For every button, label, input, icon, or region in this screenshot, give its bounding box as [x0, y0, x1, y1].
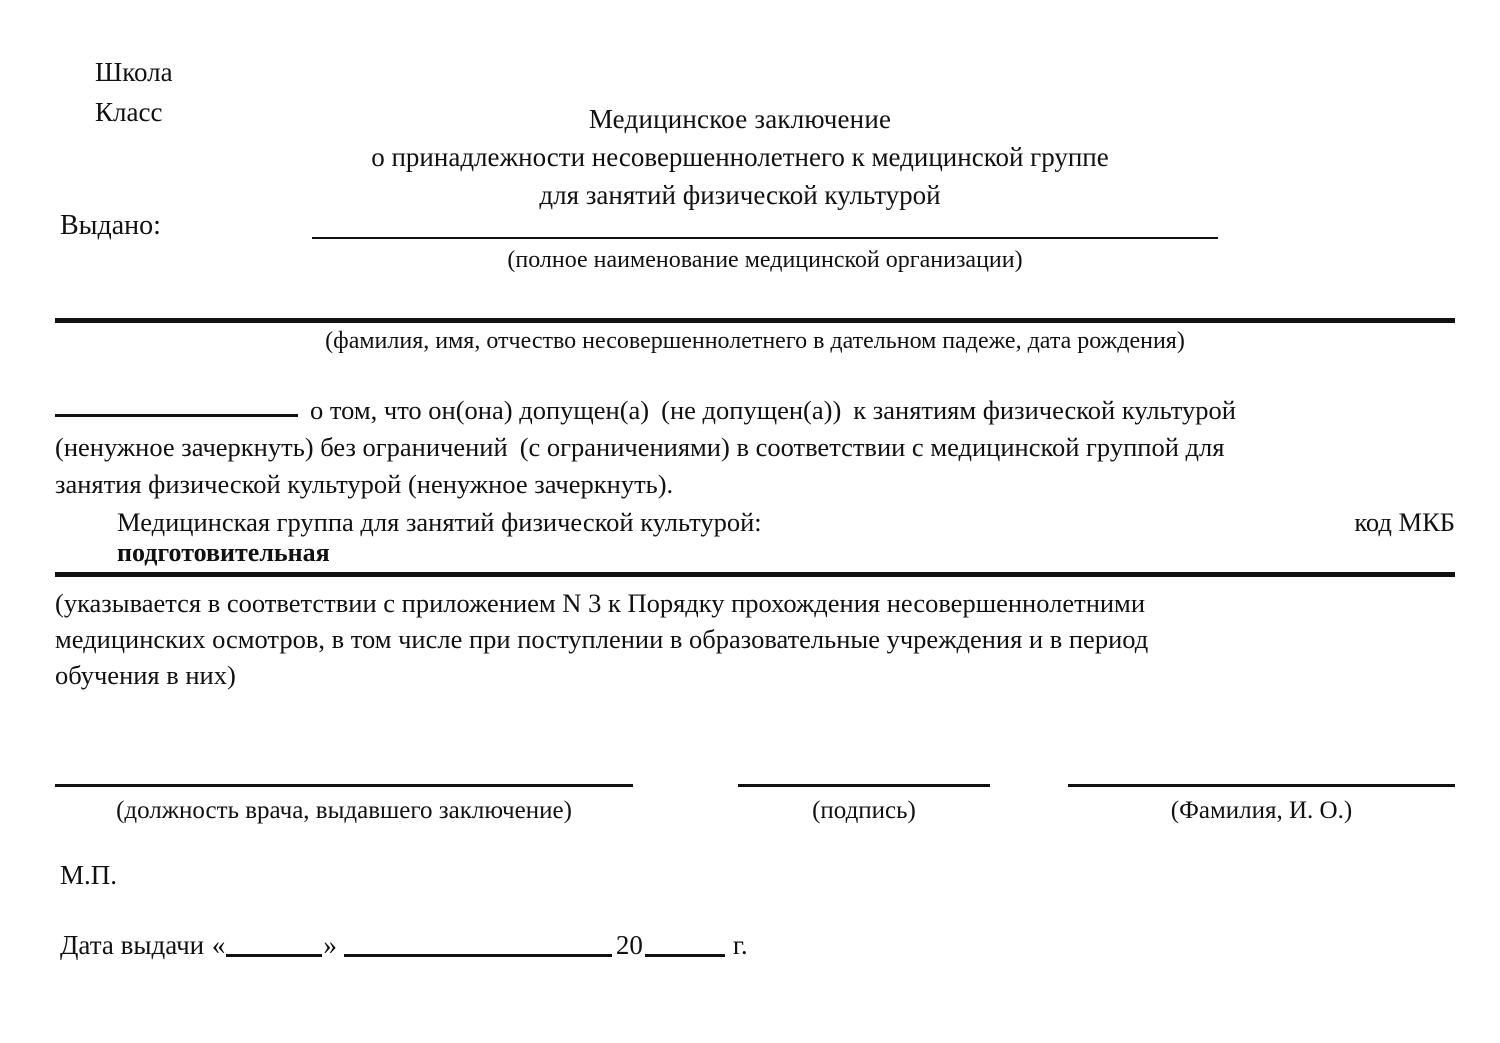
- body-line-2-c: в соответствии с медицинской группой для: [736, 432, 1225, 462]
- date-century: 20: [615, 930, 643, 960]
- explanation-line-2: медицинских осмотров, в том числе при поступлении в образовательные учреждения и в период: [55, 624, 1149, 654]
- body-line-2-b: (с ограничениями): [519, 432, 730, 462]
- date-row: [60, 930, 748, 961]
- document-title: [170, 100, 1310, 214]
- issued-organization-input[interactable]: [312, 237, 1218, 239]
- date-year-input[interactable]: [645, 932, 725, 957]
- body-line-2-a: (ненужное зачеркнуть) без ограничений: [55, 432, 508, 462]
- medical-group-divider: [55, 572, 1455, 577]
- body-line-1-b: (не допущен(а)): [661, 395, 842, 425]
- mkb-code-label: код МКБ: [1354, 507, 1455, 537]
- doctor-name-input[interactable]: [1068, 784, 1455, 787]
- issued-organization-caption: (полное наименование медицинской организации): [507, 247, 1023, 273]
- school-label: Школа: [95, 57, 173, 87]
- stamp-placeholder: М.П.: [60, 860, 118, 890]
- medical-group-label: Медицинская группа для занятий физической культурой:: [117, 507, 762, 537]
- explanation-line-3: обучения в них): [55, 660, 236, 690]
- body-line-1-c: к занятиям физической культурой: [853, 395, 1236, 425]
- date-month-input[interactable]: [344, 932, 612, 957]
- title-line-2: о принадлежности несовершеннолетнего к медицинской группе: [371, 142, 1109, 172]
- doctor-name-caption: (Фамилия, И. О.): [1170, 797, 1353, 824]
- date-day-input[interactable]: [226, 932, 322, 957]
- doctor-signature-input[interactable]: [738, 784, 990, 787]
- date-label: Дата выдачи: [60, 930, 205, 960]
- date-year-suffix: г.: [732, 930, 748, 960]
- body-line-3: занятия физической культурой (ненужное зачеркнуть).: [55, 469, 674, 499]
- patient-name-caption: (фамилия, имя, отчество несовершеннолетнего в дательном падеже, дата рождения): [325, 328, 1185, 354]
- medical-group-row: [55, 505, 1455, 540]
- class-field[interactable]: [95, 92, 173, 132]
- quote-close: »: [323, 930, 337, 960]
- doctor-position-caption: (должность врача, выдавшего заключение): [116, 797, 572, 824]
- doctor-signature-caption: (подпись): [812, 797, 916, 824]
- explanation-line-1: (указывается в соответствии с приложением N 3 к Порядку прохождения несовершеннолетними: [55, 588, 1146, 618]
- header-fields: [95, 52, 173, 132]
- issued-label: Выдано:: [60, 210, 161, 241]
- patient-name-input[interactable]: [55, 318, 1455, 323]
- quote-open: «: [211, 930, 226, 960]
- school-field[interactable]: [95, 52, 173, 92]
- body-line-1: [55, 392, 1455, 429]
- body-line-2: [55, 429, 1455, 466]
- explanation-paragraph: [55, 585, 1455, 693]
- title-line-3: для занятий физической культурой: [539, 180, 941, 210]
- body-paragraph: [55, 392, 1455, 503]
- class-label: Класс: [95, 97, 163, 127]
- body-line-1-a: о том, что он(она) допущен(а): [310, 395, 650, 425]
- doctor-position-input[interactable]: [55, 784, 633, 787]
- title-line-1: Медицинское заключение: [588, 104, 892, 134]
- body-blank-input[interactable]: [55, 393, 298, 417]
- medical-group-value[interactable]: подготовительная: [117, 538, 330, 567]
